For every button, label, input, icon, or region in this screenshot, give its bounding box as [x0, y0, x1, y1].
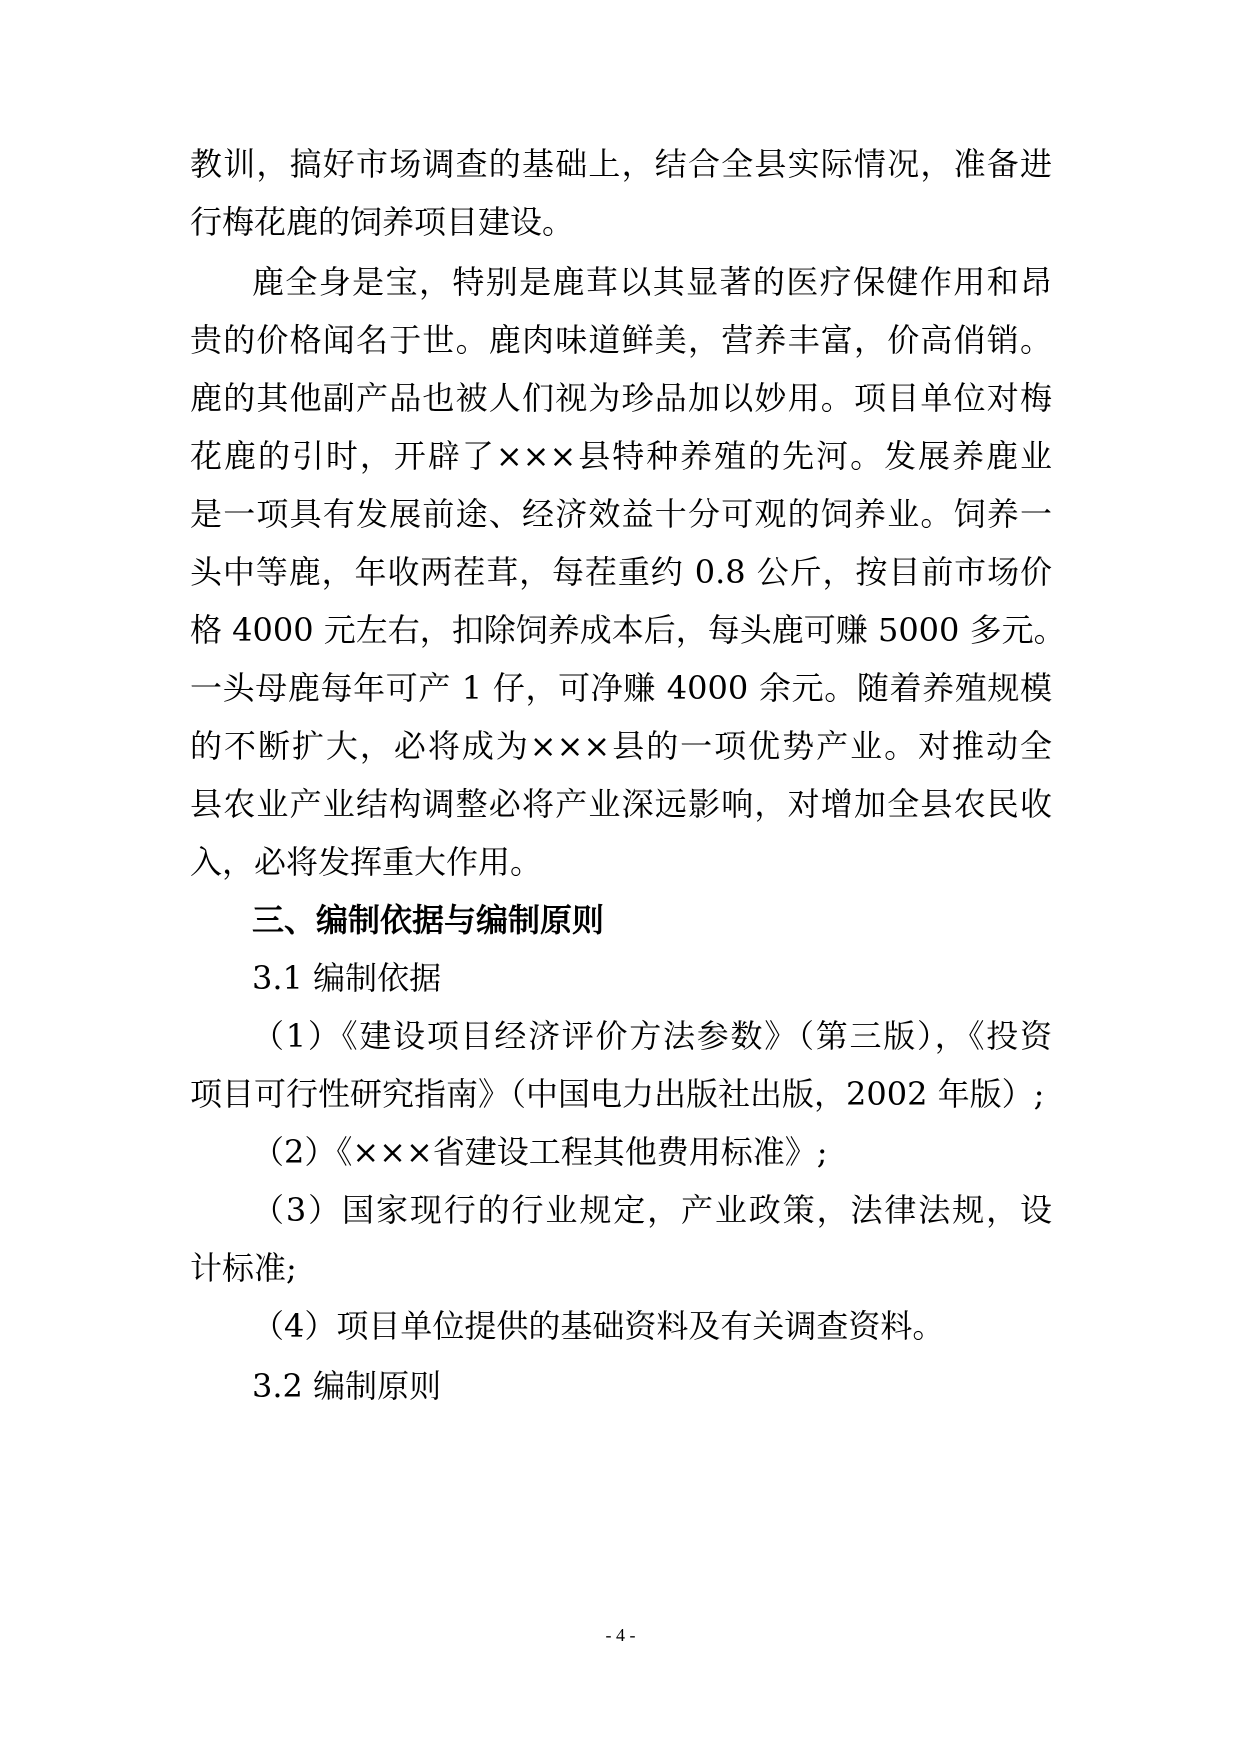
section-heading: 三、编制依据与编制原则 [252, 901, 605, 939]
subsection-heading: 3.2 编制原则 [252, 1367, 442, 1405]
paragraph-line: 是一项具有发展前途、经济效益十分可观的饲养业。饲养一 [190, 495, 1052, 533]
list-item-line: 计标准; [190, 1249, 297, 1287]
paragraph-line: 鹿的其他副产品也被人们视为珍品加以妙用。项目单位对梅 [190, 379, 1052, 417]
list-item-line: 项目可行性研究指南》（中国电力出版社出版，2002 年版）; [190, 1075, 1045, 1113]
paragraph-line: 花鹿的引时，开辟了×××县特种养殖的先河。发展养鹿业 [190, 437, 1052, 475]
paragraph-line: 行梅花鹿的饲养项目建设。 [190, 203, 575, 241]
paragraph-line: 一头母鹿每年可产 1 仔，可净赚 4000 余元。随着养殖规模 [190, 669, 1052, 707]
list-item-line: （2）《×××省建设工程其他费用标准》; [252, 1133, 828, 1171]
list-item-line: （4）项目单位提供的基础资料及有关调查资料。 [252, 1307, 945, 1345]
paragraph-line: 贵的价格闻名于世。鹿肉味道鲜美，营养丰富，价高俏销。 [190, 321, 1052, 359]
list-item-line: （1）《建设项目经济评价方法参数》（第三版），《投资 [252, 1017, 1052, 1055]
paragraph-line: 格 4000 元左右，扣除饲养成本后，每头鹿可赚 5000 多元。 [190, 611, 1066, 649]
subsection-heading: 3.1 编制依据 [252, 959, 442, 997]
paragraph-line: 教训，搞好市场调查的基础上，结合全县实际情况，准备进 [190, 145, 1052, 183]
list-item-line: （3）国家现行的行业规定，产业政策，法律法规，设 [252, 1191, 1052, 1229]
page-number: - 4 - [605, 1625, 636, 1645]
paragraph-line: 县农业产业结构调整必将产业深远影响，对增加全县农民收 [190, 785, 1052, 823]
paragraph-line: 的不断扩大，必将成为×××县的一项优势产业。对推动全 [190, 727, 1052, 765]
paragraph-line: 鹿全身是宝，特别是鹿茸以其显著的医疗保健作用和昂 [252, 263, 1052, 301]
paragraph-line: 入，必将发挥重大作用。 [190, 843, 543, 881]
paragraph-line: 头中等鹿，年收两茬茸，每茬重约 0.8 公斤，按目前市场价 [190, 553, 1052, 591]
